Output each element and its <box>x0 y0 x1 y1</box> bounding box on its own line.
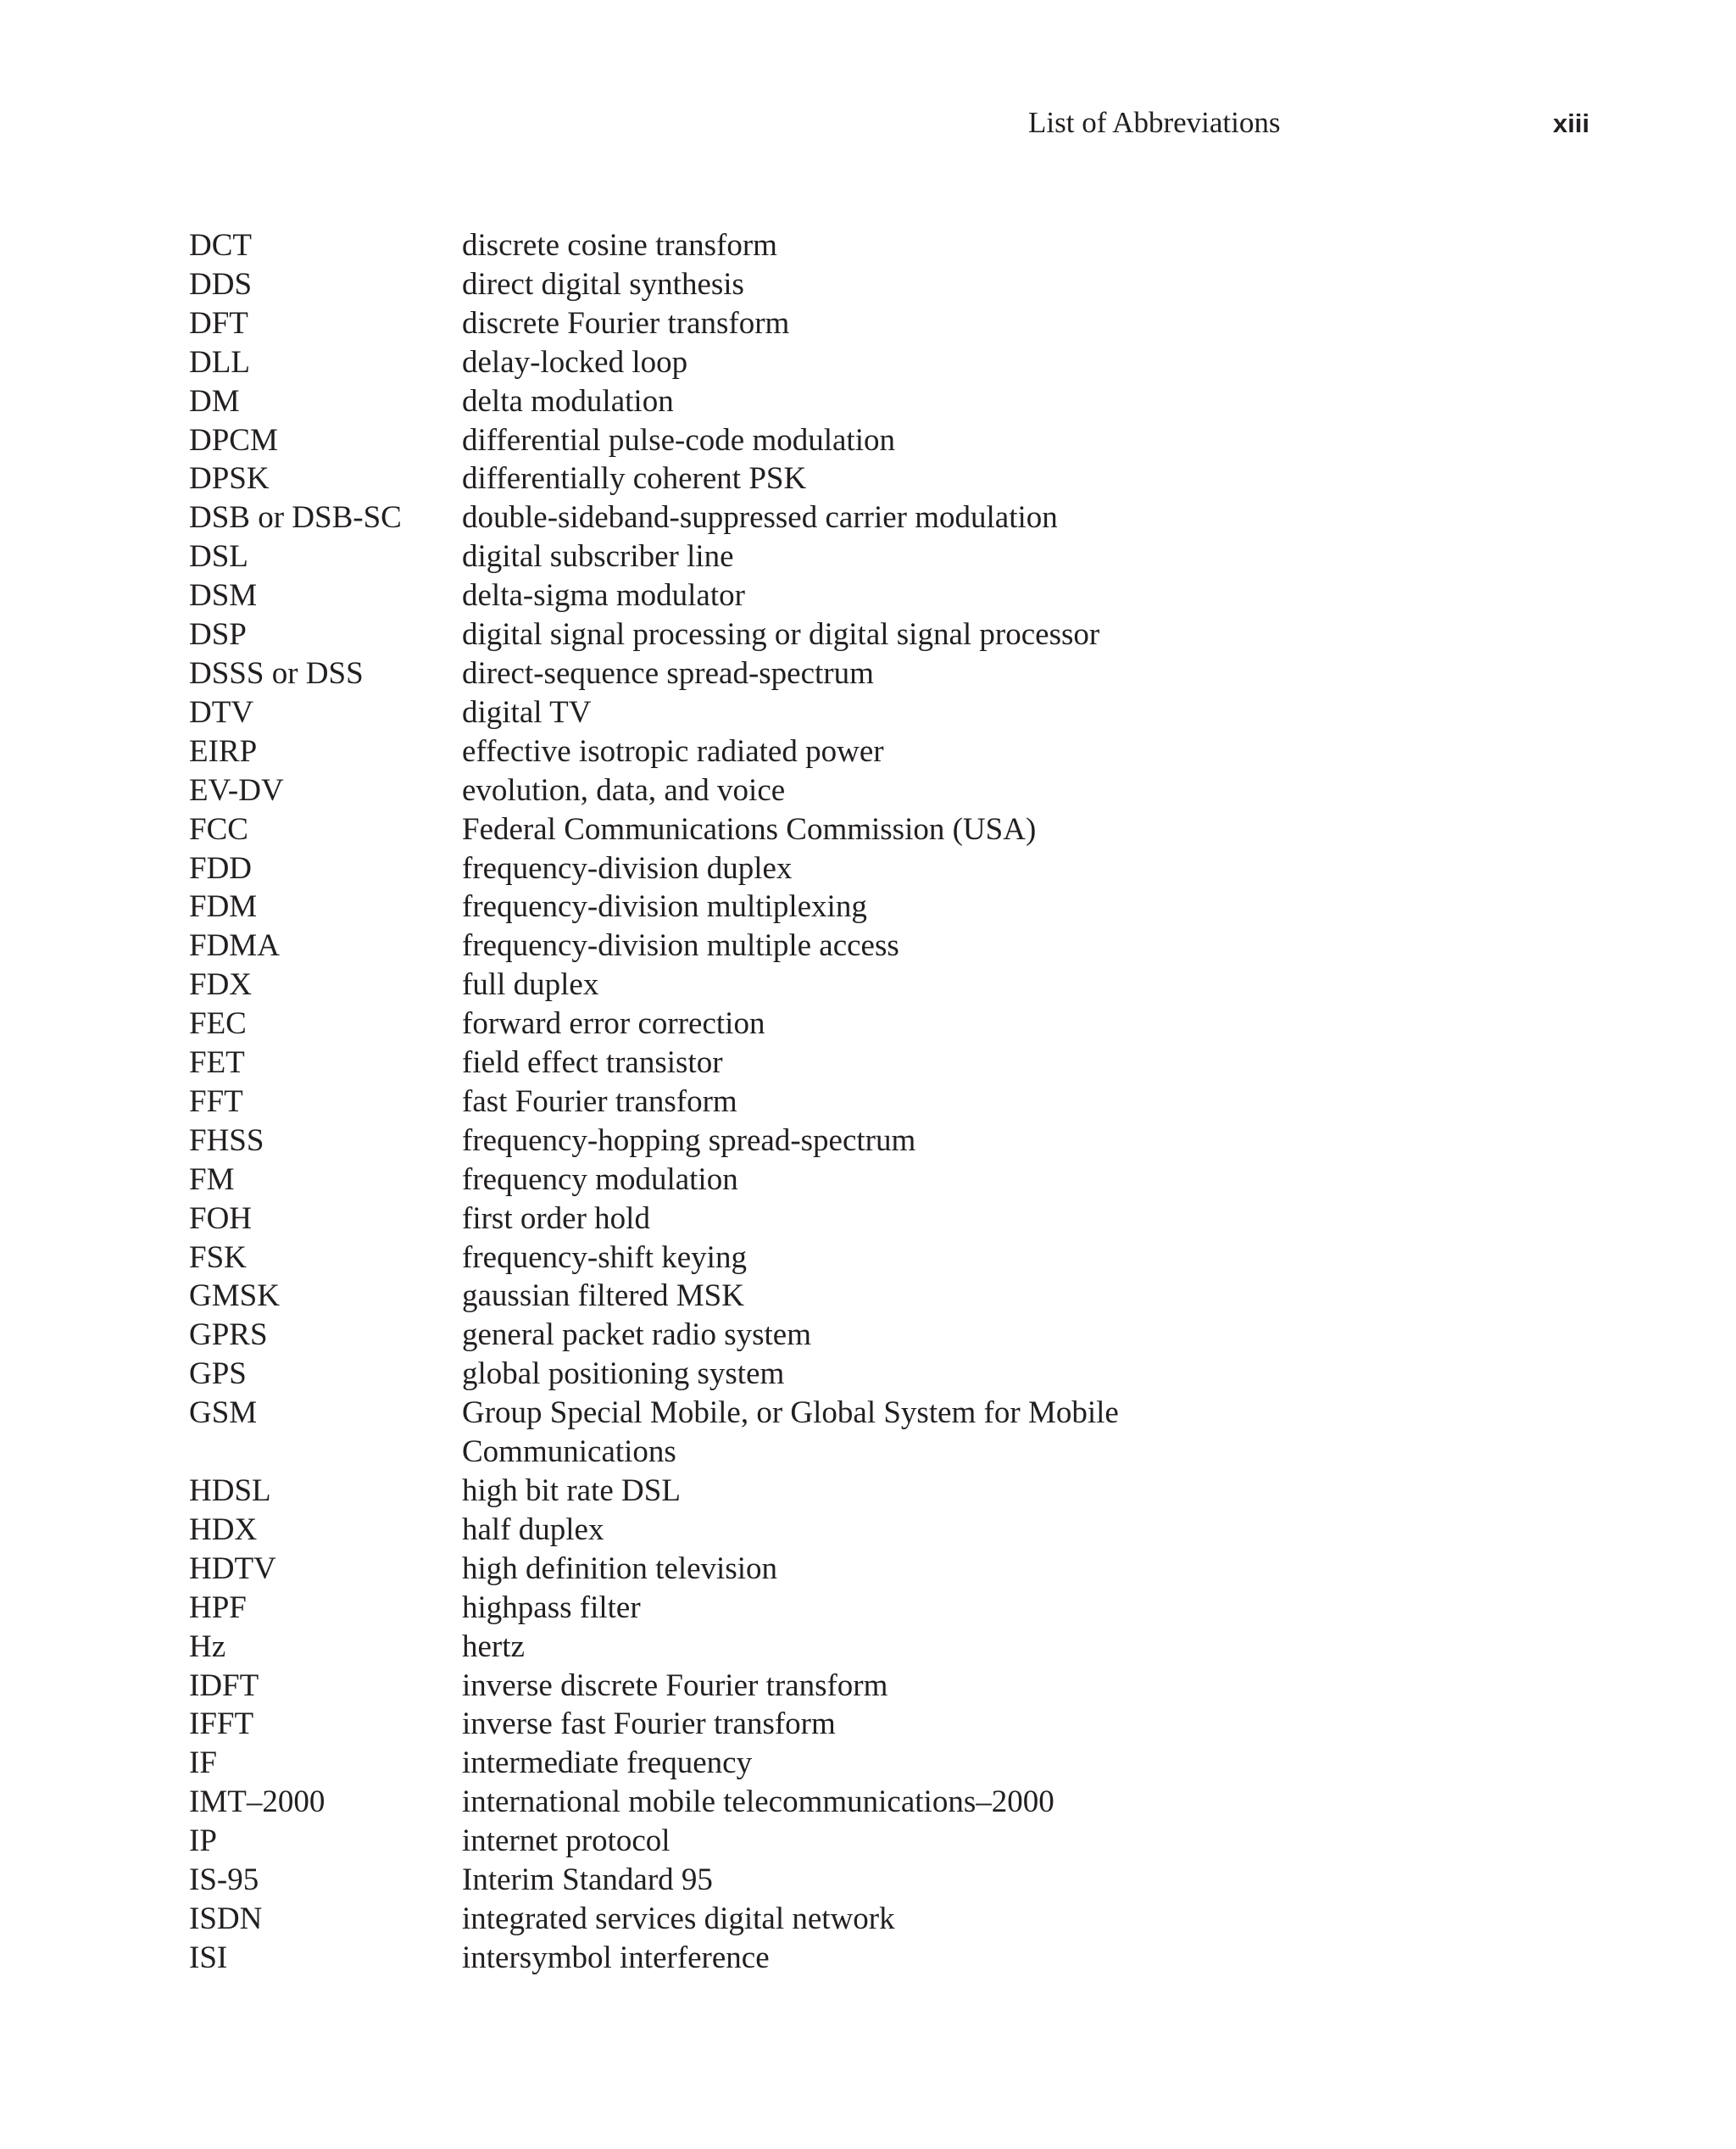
abbreviation-term: HDX <box>189 1512 258 1547</box>
abbreviation-entry <box>189 1511 1291 1550</box>
abbreviation-entry <box>189 1744 1291 1783</box>
abbreviation-term: HDSL <box>189 1473 271 1508</box>
abbreviation-entry <box>189 927 1291 966</box>
abbreviation-entry <box>189 576 1291 615</box>
abbreviation-term: DFT <box>189 305 248 341</box>
abbreviation-definition: frequency-shift keying <box>462 1239 747 1275</box>
abbreviation-entry <box>189 1472 1291 1511</box>
abbreviation-entry <box>189 1200 1291 1239</box>
abbreviation-entry <box>189 615 1291 654</box>
abbreviation-term: ISI <box>189 1940 228 1975</box>
abbreviation-term: GSM <box>189 1395 258 1431</box>
abbreviation-definition: delay-locked loop <box>462 344 688 380</box>
abbreviation-definition: intermediate frequency <box>462 1745 753 1781</box>
abbreviation-definition: field effect transistor <box>462 1045 723 1081</box>
abbreviation-definition: direct digital synthesis <box>462 266 744 302</box>
abbreviation-term: DLL <box>189 344 250 380</box>
abbreviation-entry <box>189 1122 1291 1161</box>
abbreviation-entry <box>189 1589 1291 1628</box>
abbreviation-term: IS-95 <box>189 1862 259 1898</box>
abbreviation-term: FET <box>189 1045 245 1081</box>
abbreviation-term: IMT–2000 <box>189 1784 326 1820</box>
abbreviation-definition: internet protocol <box>462 1823 670 1859</box>
abbreviation-term: DTV <box>189 694 254 730</box>
abbreviation-definition: hertz <box>462 1628 525 1664</box>
abbreviation-term: Hz <box>189 1628 226 1664</box>
abbreviation-definition: Group Special Mobile, or Global System for Mobile Communications <box>462 1395 1119 1470</box>
abbreviation-term: DPSK <box>189 461 270 497</box>
abbreviation-entry <box>189 304 1291 343</box>
abbreviation-definition: inverse discrete Fourier transform <box>462 1667 888 1703</box>
abbreviation-entry <box>189 1550 1291 1589</box>
abbreviation-entry <box>189 1900 1291 1939</box>
abbreviation-list <box>189 226 1291 1978</box>
abbreviation-entry <box>189 1083 1291 1122</box>
abbreviation-term: GPS <box>189 1356 247 1392</box>
page-number: xiii <box>1553 109 1590 138</box>
abbreviation-entry <box>189 1667 1291 1706</box>
abbreviation-definition: first order hold <box>462 1200 650 1236</box>
abbreviation-term: FDX <box>189 967 253 1003</box>
abbreviation-definition: integrated services digital network <box>462 1901 895 1936</box>
abbreviation-definition: differential pulse-code modulation <box>462 422 895 458</box>
abbreviation-definition: delta-sigma modulator <box>462 578 745 614</box>
abbreviation-entry <box>189 888 1291 927</box>
abbreviation-term: IP <box>189 1823 217 1859</box>
abbreviation-term: ISDN <box>189 1901 263 1936</box>
abbreviation-entry <box>189 1394 1291 1472</box>
abbreviation-definition: effective isotropic radiated power <box>462 733 884 769</box>
abbreviation-definition: frequency modulation <box>462 1161 738 1197</box>
abbreviation-entry <box>189 732 1291 771</box>
abbreviation-definition: delta modulation <box>462 383 674 419</box>
abbreviation-term: FDD <box>189 850 253 886</box>
abbreviation-term: DPCM <box>189 422 278 458</box>
abbreviation-definition: direct-sequence spread-spectrum <box>462 655 874 691</box>
abbreviation-term: EIRP <box>189 733 258 769</box>
abbreviation-entry <box>189 1939 1291 1978</box>
abbreviation-entry <box>189 1277 1291 1316</box>
abbreviation-entry <box>189 1239 1291 1278</box>
abbreviation-entry <box>189 537 1291 576</box>
abbreviation-term: DM <box>189 383 240 419</box>
abbreviation-term: FOH <box>189 1200 253 1236</box>
abbreviation-term: EV-DV <box>189 772 284 808</box>
abbreviation-definition: discrete cosine transform <box>462 228 777 263</box>
abbreviation-term: DSB or DSB-SC <box>189 500 402 536</box>
abbreviation-entry <box>189 382 1291 421</box>
abbreviation-definition: frequency-division duplex <box>462 850 793 886</box>
abbreviation-entry <box>189 1005 1291 1044</box>
abbreviation-term: GPRS <box>189 1317 268 1353</box>
abbreviation-definition: high definition television <box>462 1551 778 1586</box>
abbreviation-definition: gaussian filtered MSK <box>462 1278 744 1314</box>
abbreviation-term: FEC <box>189 1006 247 1042</box>
abbreviation-term: GMSK <box>189 1278 280 1314</box>
abbreviation-definition: Federal Communications Commission (USA) <box>462 811 1037 847</box>
abbreviation-definition: differentially coherent PSK <box>462 461 807 497</box>
abbreviation-definition: double-sideband-suppressed carrier modulation <box>462 500 1058 536</box>
abbreviation-definition: general packet radio system <box>462 1317 811 1353</box>
abbreviation-term: FM <box>189 1161 235 1197</box>
abbreviation-definition: high bit rate DSL <box>462 1473 681 1508</box>
abbreviation-definition: frequency-division multiplexing <box>462 889 867 925</box>
abbreviation-term: FDMA <box>189 928 280 964</box>
abbreviation-term: FDM <box>189 889 258 925</box>
abbreviation-entry <box>189 810 1291 849</box>
abbreviation-term: IDFT <box>189 1667 259 1703</box>
abbreviation-entry <box>189 1044 1291 1083</box>
abbreviation-term: FCC <box>189 811 248 847</box>
abbreviation-term: DSL <box>189 539 248 575</box>
abbreviation-entry <box>189 498 1291 537</box>
abbreviation-definition: Interim Standard 95 <box>462 1862 713 1898</box>
abbreviation-entry <box>189 1783 1291 1822</box>
abbreviation-definition: international mobile telecommunications–2000 <box>462 1784 1054 1820</box>
abbreviation-entry <box>189 771 1291 810</box>
abbreviation-entry <box>189 421 1291 460</box>
abbreviation-entry <box>189 265 1291 304</box>
abbreviation-entry <box>189 1316 1291 1355</box>
abbreviation-term: FHSS <box>189 1122 264 1158</box>
abbreviation-definition: highpass filter <box>462 1589 641 1625</box>
abbreviation-definition: digital TV <box>462 694 592 730</box>
abbreviation-definition: inverse fast Fourier transform <box>462 1706 836 1742</box>
abbreviation-definition: intersymbol interference <box>462 1940 770 1975</box>
abbreviation-entry <box>189 1705 1291 1744</box>
abbreviation-term: FFT <box>189 1083 243 1119</box>
abbreviation-definition: frequency-hopping spread-spectrum <box>462 1122 916 1158</box>
abbreviation-definition: forward error correction <box>462 1006 765 1042</box>
abbreviation-definition: full duplex <box>462 967 599 1003</box>
abbreviation-term: DSM <box>189 578 258 614</box>
abbreviation-definition: fast Fourier transform <box>462 1083 737 1119</box>
abbreviation-term: HPF <box>189 1589 247 1625</box>
abbreviation-entry <box>189 343 1291 382</box>
abbreviation-entry <box>189 1628 1291 1667</box>
abbreviation-entry <box>189 693 1291 732</box>
abbreviation-entry <box>189 1861 1291 1900</box>
abbreviation-entry <box>189 226 1291 265</box>
abbreviation-term: FSK <box>189 1239 247 1275</box>
abbreviation-definition: discrete Fourier transform <box>462 305 790 341</box>
abbreviation-entry <box>189 1161 1291 1200</box>
abbreviation-definition: digital signal processing or digital signal processor <box>462 617 1100 653</box>
abbreviation-term: DSP <box>189 617 247 653</box>
abbreviation-definition: global positioning system <box>462 1356 785 1392</box>
abbreviation-definition: evolution, data, and voice <box>462 772 786 808</box>
running-head-title: List of Abbreviations <box>1028 106 1281 139</box>
abbreviation-term: IFFT <box>189 1706 254 1742</box>
abbreviation-term: HDTV <box>189 1551 276 1586</box>
abbreviation-term: DCT <box>189 228 252 263</box>
abbreviation-entry <box>189 1355 1291 1394</box>
abbreviation-entry <box>189 1822 1291 1861</box>
abbreviation-entry <box>189 849 1291 888</box>
abbreviation-definition: half duplex <box>462 1512 604 1547</box>
abbreviation-definition: digital subscriber line <box>462 539 734 575</box>
abbreviation-term: DSSS or DSS <box>189 655 364 691</box>
abbreviation-term: DDS <box>189 266 253 302</box>
abbreviation-definition: frequency-division multiple access <box>462 928 899 964</box>
abbreviation-entry <box>189 966 1291 1005</box>
abbreviation-term: IF <box>189 1745 217 1781</box>
abbreviation-entry <box>189 654 1291 693</box>
abbreviation-entry <box>189 459 1291 498</box>
